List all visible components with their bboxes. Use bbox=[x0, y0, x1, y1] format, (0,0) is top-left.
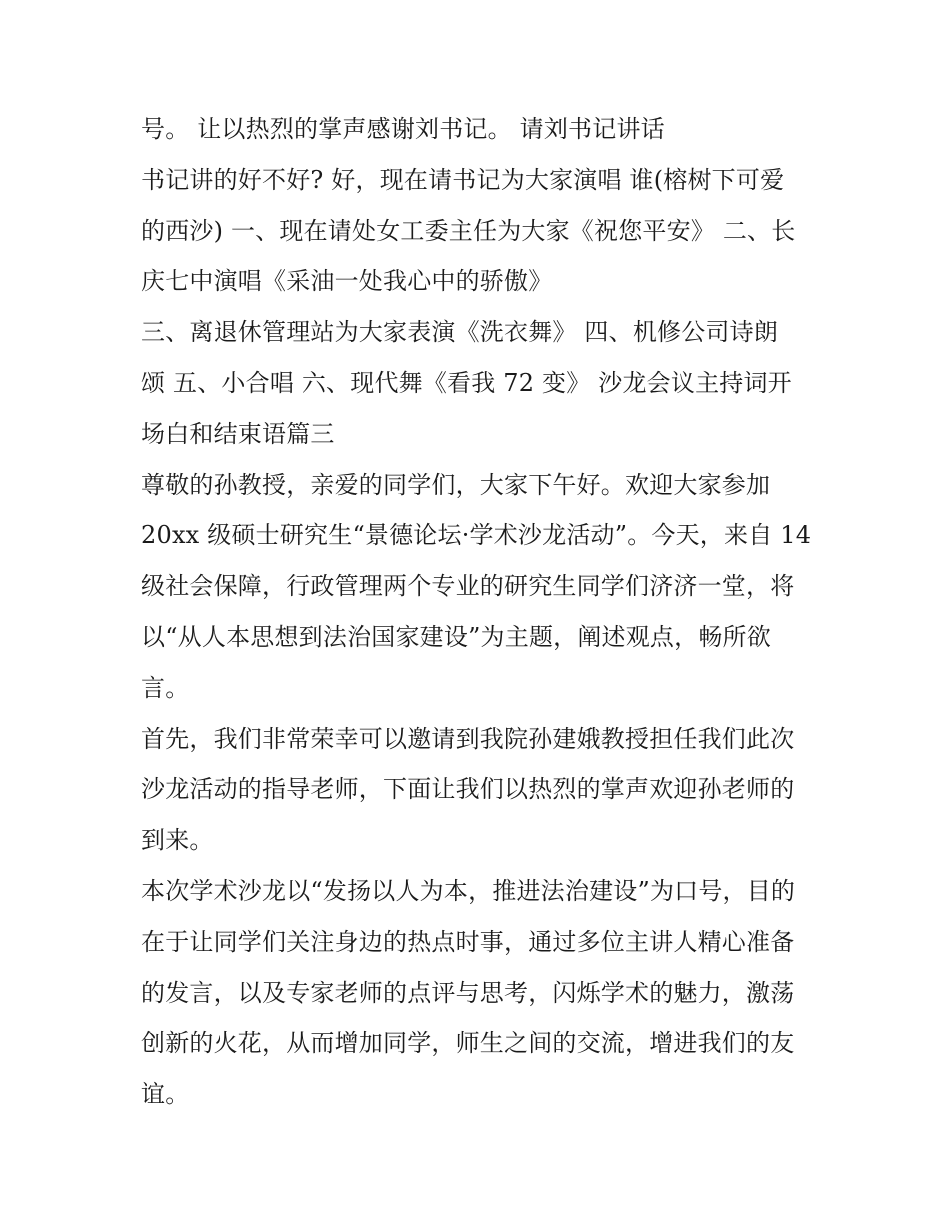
text-line: 号。 让以热烈的掌声感谢刘书记。 请刘书记讲话 bbox=[141, 115, 665, 143]
text-line: 庆七中演唱《采油一处我心中的骄傲》 bbox=[141, 267, 553, 296]
text-line: 以“从人本思想到法治国家建设”为主题，阐述观点，畅所欲 bbox=[141, 622, 771, 651]
text-line: 到来。 bbox=[141, 826, 214, 855]
text-line: 尊敬的孙教授，亲爱的同学们，大家下午好。欢迎大家参加 bbox=[141, 470, 771, 499]
text-line: 在于让同学们关注身边的热点时事，通过多位主讲人精心准备 bbox=[141, 927, 795, 956]
text-line: 场白和结束语篇三 bbox=[141, 419, 335, 448]
text-line: 级社会保障，行政管理两个专业的研究生同学们济济一堂，将 bbox=[141, 572, 795, 601]
paragraph-closing-remarks bbox=[141, 104, 821, 155]
document-body bbox=[141, 104, 821, 1120]
text-line: 创新的火花，从而增加同学，师生之间的交流，增进我们的友 bbox=[141, 1029, 795, 1058]
paragraph-salon-purpose bbox=[141, 866, 821, 1120]
paragraph-salon-welcome bbox=[141, 460, 821, 714]
text-line: 沙龙活动的指导老师，下面让我们以热烈的掌声欢迎孙老师的 bbox=[141, 775, 795, 804]
text-line: 书记讲的好不好? 好，现在请书记为大家演唱 谁(榕树下可爱 bbox=[141, 165, 785, 194]
text-line: 三、离退休管理站为大家表演《洗衣舞》 四、机修公司诗朗 bbox=[141, 318, 779, 347]
text-line: 言。 bbox=[141, 673, 190, 702]
text-line: 颂 五、小合唱 六、现代舞《看我 72 变》 沙龙会议主持词开 bbox=[141, 368, 792, 397]
text-line: 本次学术沙龙以“发扬以人为本，推进法治建设”为口号，目的 bbox=[141, 876, 796, 905]
paragraph-performances-part-2 bbox=[141, 307, 821, 459]
text-line: 的西沙) 一、现在请处女工委主任为大家《祝您平安》 二、长 bbox=[141, 216, 796, 245]
text-line: 20xx 级硕士研究生“景德论坛·学术沙龙活动”。今天，来自 14 bbox=[141, 521, 812, 550]
text-line: 首先，我们非常荣幸可以邀请到我院孙建娥教授担任我们此次 bbox=[141, 724, 795, 753]
text-line: 谊。 bbox=[141, 1080, 190, 1109]
text-line: 的发言，以及专家老师的点评与思考，闪烁学术的魅力，激荡 bbox=[141, 978, 795, 1007]
paragraph-performances-part-1 bbox=[141, 155, 821, 307]
paragraph-professor-introduction bbox=[141, 714, 821, 866]
